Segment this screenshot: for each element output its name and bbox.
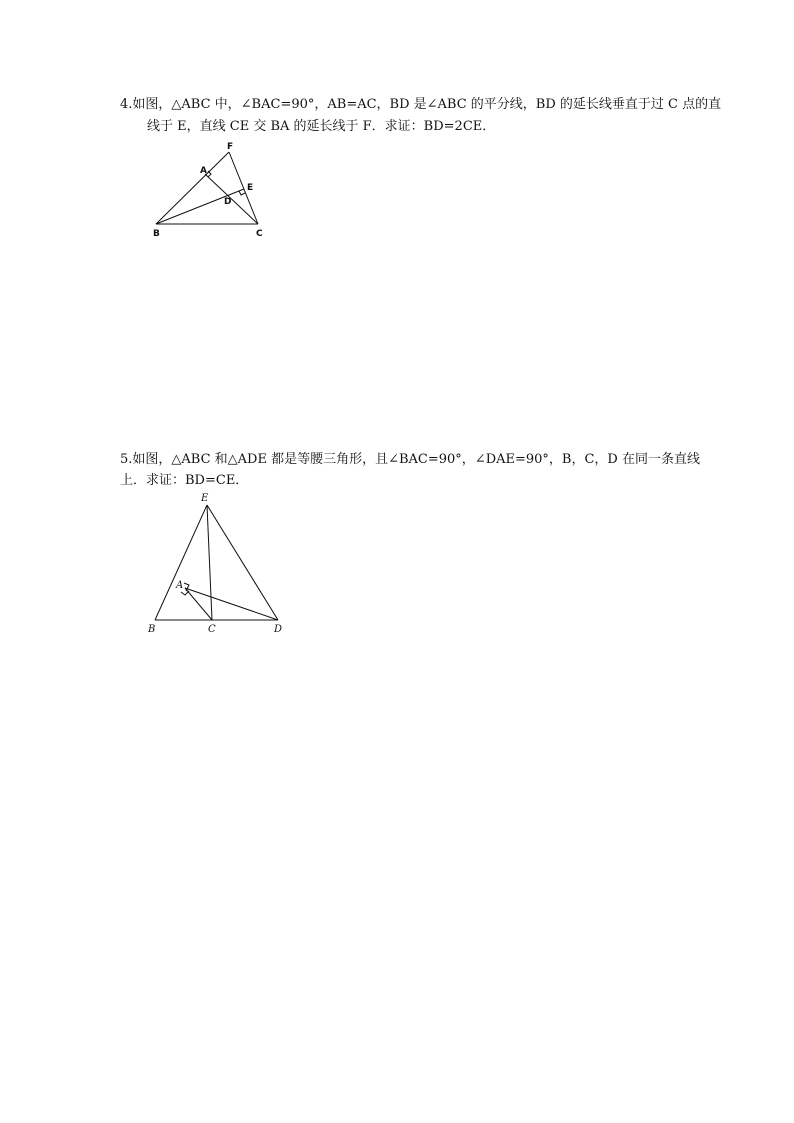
segment-ec (207, 505, 212, 620)
label-e: E (247, 183, 254, 193)
right-angle-mark-a-lower (181, 591, 189, 595)
label-e: E (201, 493, 209, 504)
label-f: F (227, 142, 234, 152)
problem-4-geometry-figure (146, 138, 276, 243)
label-a: A (176, 580, 184, 591)
label-d: D (274, 624, 283, 635)
segment-fc (229, 152, 258, 224)
problem-5-geometry-figure (140, 490, 290, 640)
label-a: A (200, 166, 207, 176)
label-c: C (256, 229, 263, 239)
label-d: D (224, 197, 232, 207)
problem-5-statement-line-1: 5.如图，△ABC 和△ADE 都是等腰三角形，且∠BAC=90°，∠DAE=90°，B，C，D 在同一条直线 (120, 452, 700, 467)
segment-ac (205, 174, 258, 224)
right-angle-mark-a (208, 171, 211, 177)
segment-be (155, 505, 207, 620)
right-angle-mark-a-upper (184, 583, 189, 591)
label-b: B (153, 229, 160, 239)
label-c: C (208, 624, 216, 635)
right-angle-mark-e (239, 191, 245, 195)
problem-5-statement-line-2: 上．求证：BD=CE． (120, 473, 249, 488)
segment-ed (207, 505, 278, 620)
problem-4-statement-line-2: 线于 E，直线 CE 交 BA 的延长线于 F．求证：BD=2CE． (147, 119, 496, 134)
segment-bf (156, 152, 232, 224)
label-b: B (148, 624, 156, 635)
problem-4-statement-line-1: 4.如图，△ABC 中，∠BAC=90°，AB=AC，BD 是∠ABC 的平分线，BD 的延长线垂直于过 C 点的直 (120, 97, 722, 112)
